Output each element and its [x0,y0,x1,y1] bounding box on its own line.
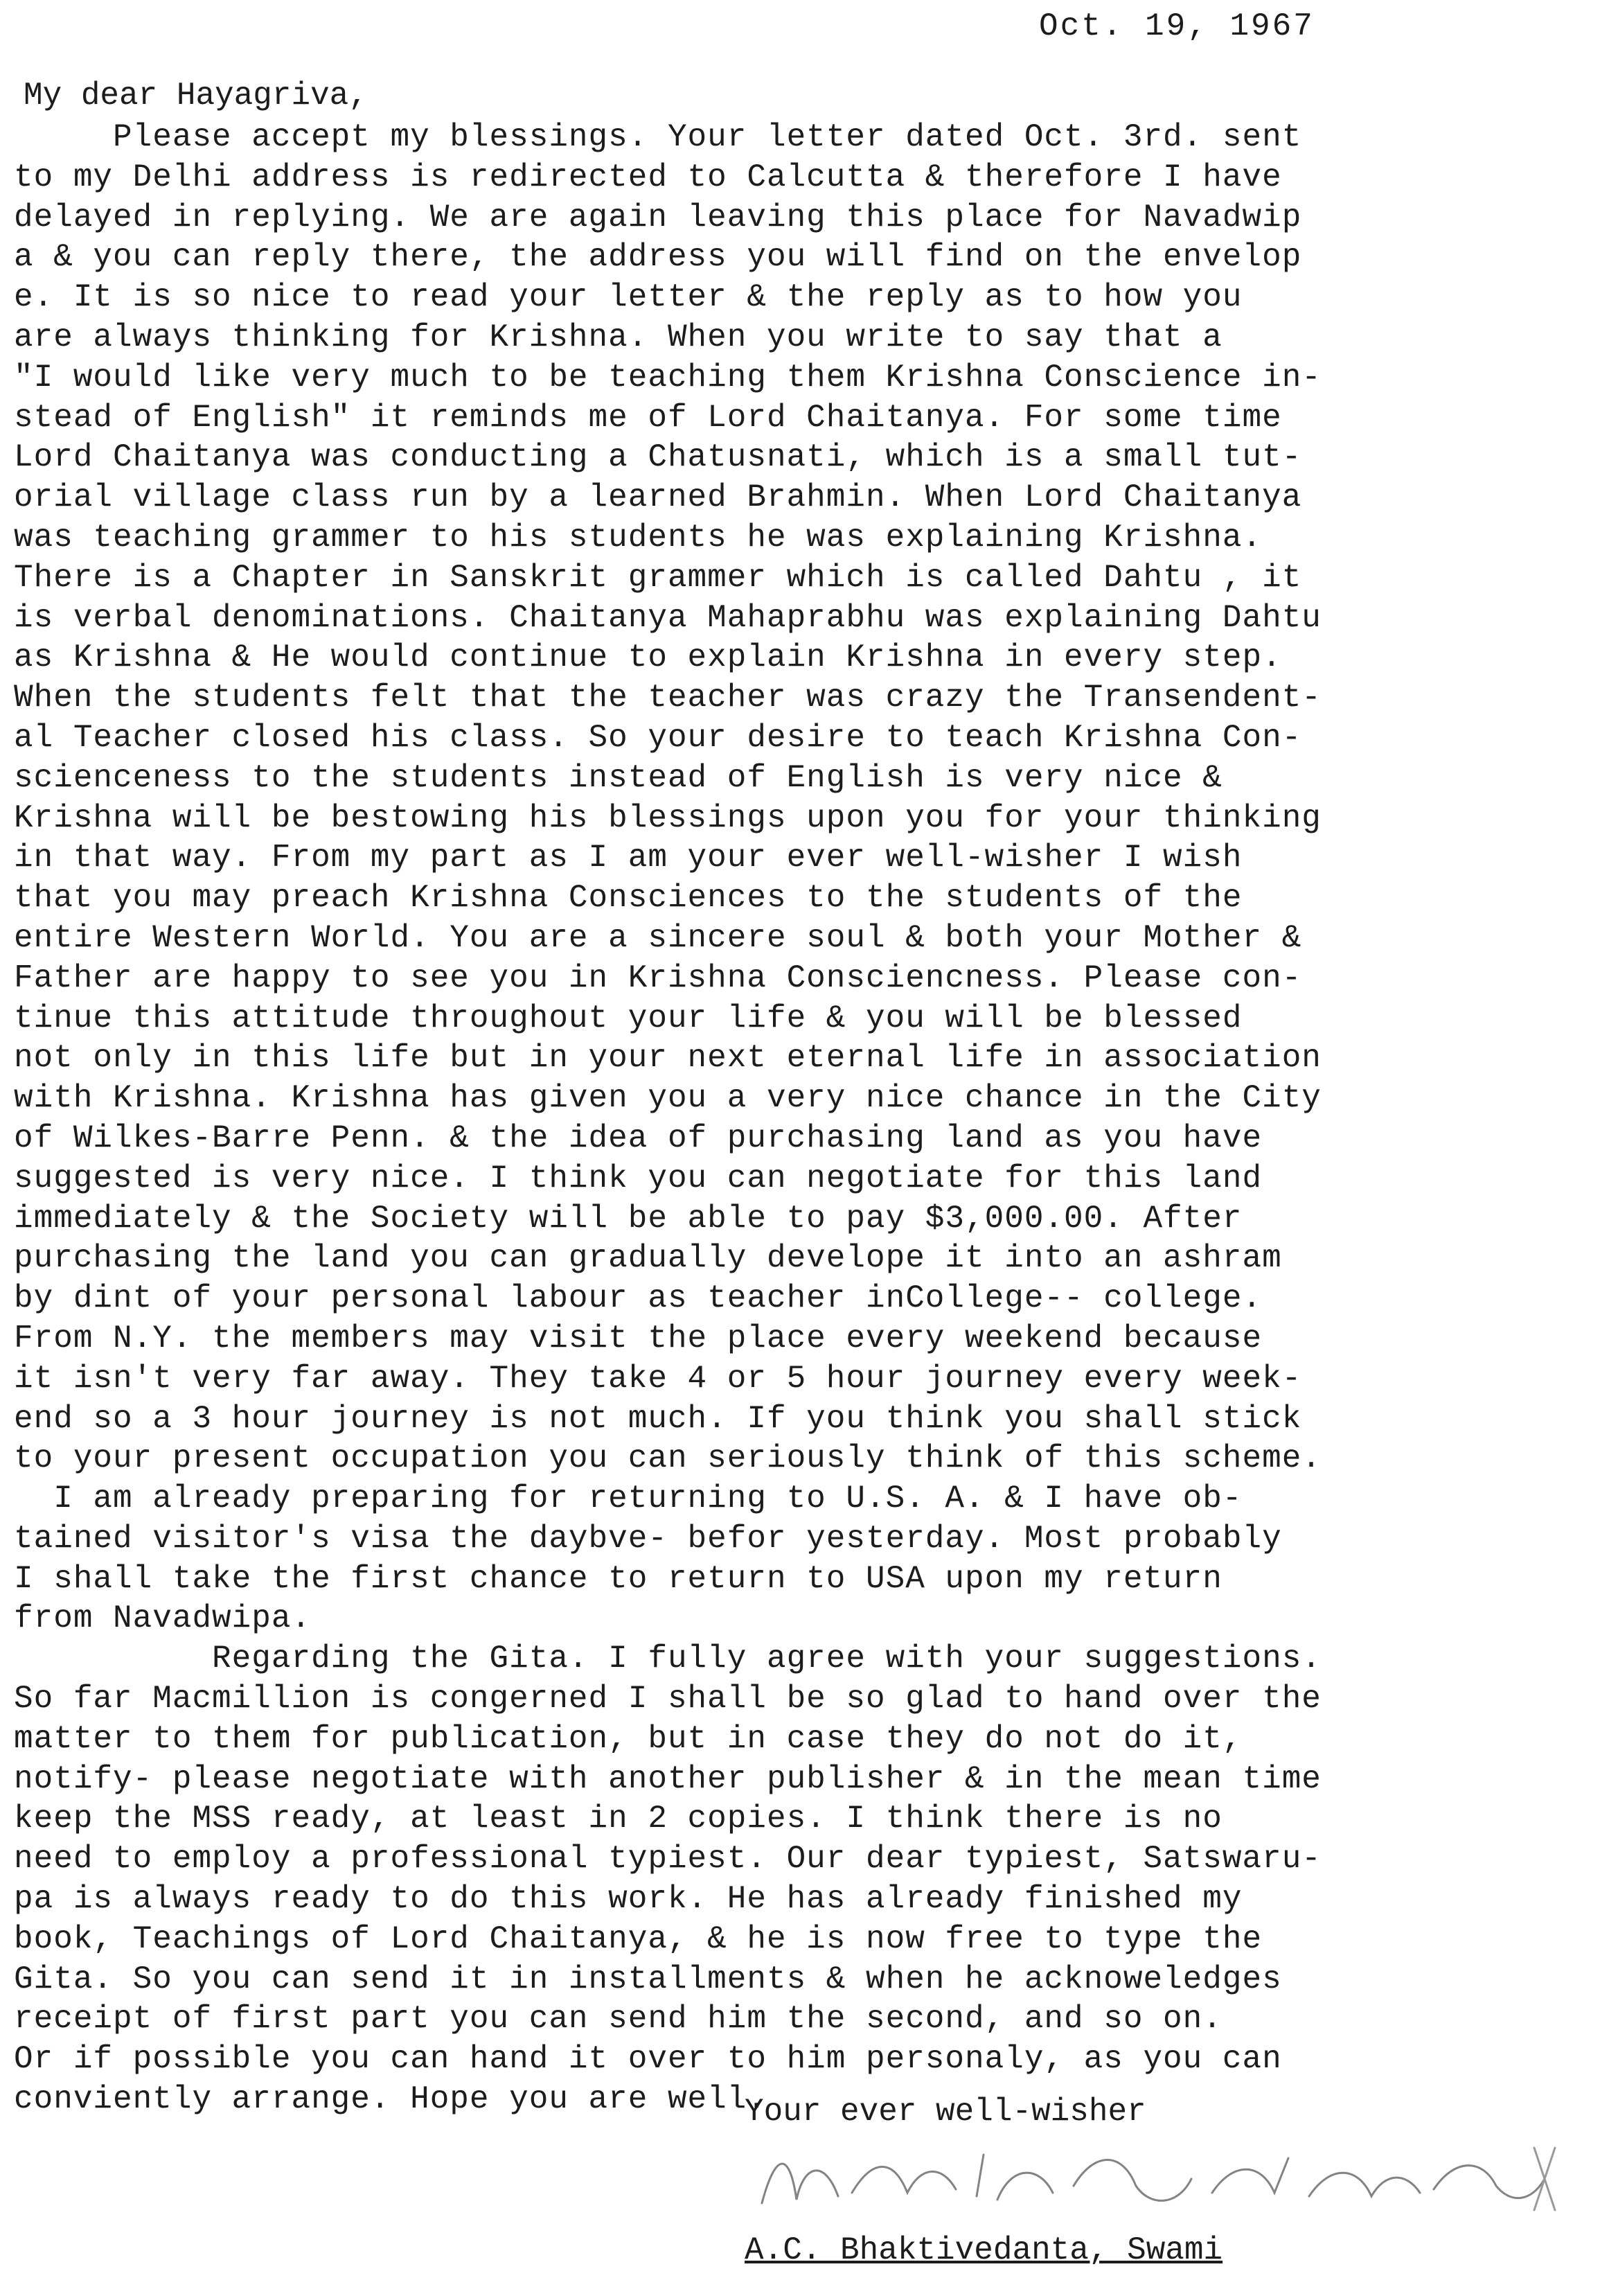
body-line: receipt of first part you can send him the second, and so on. [14,2001,1223,2038]
body-line: purchasing the land you can gradually develope it into an ashram [14,1240,1282,1277]
body-line: it isn't very far away. They take 4 or 5 hour journey every week- [14,1360,1302,1397]
body-line: from Navadwipa. [14,1600,312,1637]
salutation: My dear Hayagriva, [24,78,368,114]
body-line: al Teacher closed his class. So your desire to teach Krishna Con- [14,719,1302,756]
signer-name: A.C. Bhaktivedanta, Swami [745,2232,1223,2268]
body-line: So far Macmillion is congerned I shall be so glad to hand over the [14,1681,1322,1717]
body-line: Krishna will be bestowing his blessings upon you for your thinking [14,800,1322,836]
body-line: book, Teachings of Lord Chaitanya, & he is now free to type the [14,1920,1263,1957]
body-line: Lord Chaitanya was conducting a Chatusnati, which is a small tut- [14,439,1302,476]
body-line: suggested is very nice. I think you can negotiate for this land [14,1160,1263,1196]
body-line: are always thinking for Krishna. When you write to say that a [14,319,1223,355]
body-line: I am already preparing for returning to U.S. A. & I have ob- [14,1481,1243,1517]
body-line: Regarding the Gita. I fully agree with your suggestions. [14,1641,1322,1677]
body-line: is verbal denominations. Chaitanya Mahaprabhu was explaining Dahtu [14,599,1322,636]
body-line: delayed in replying. We are again leaving this place for Navadwip [14,199,1302,236]
body-line: was teaching grammer to his students he was explaining Krishna. [14,519,1263,556]
body-line: need to employ a professional typiest. Our dear typiest, Satswaru- [14,1841,1322,1878]
body-line: I shall take the first chance to return to USA upon my return [14,1560,1223,1597]
body-line: tained visitor's visa the daybve- befor yesterday. Most probably [14,1520,1282,1557]
body-line: notify- please negotiate with another publisher & in the mean time [14,1760,1322,1797]
body-line: that you may preach Krishna Consciences to the students of the [14,880,1243,917]
closing: Your ever well-wisher [745,2094,1146,2130]
letter-date: Oct. 19, 1967 [1039,8,1315,44]
body-line: "I would like very much to be teaching them Krishna Conscience in- [14,359,1322,396]
body-line: immediately & the Society will be able to pay $3,000.00. After [14,1200,1243,1237]
body-line: with Krishna. Krishna has given you a very nice chance in the City [14,1080,1322,1117]
body-line: From N.Y. the members may visit the place every weekend because [14,1320,1263,1357]
body-line: to your present occupation you can seriously think of this scheme. [14,1440,1322,1477]
body-line: entire Western World. You are a sincere soul & both your Mother & [14,919,1302,956]
body-line: to my Delhi address is redirected to Calcutta & therefore I have [14,159,1282,195]
body-line: When the students felt that the teacher was crazy the Transendent- [14,680,1322,716]
body-line: Please accept my blessings. Your letter dated Oct. 3rd. sent [14,119,1302,155]
letter-body [14,118,1593,2120]
body-line: as Krishna & He would continue to explain Krishna in every step. [14,639,1282,676]
body-line: matter to them for publication, but in case they do not do it, [14,1720,1243,1757]
body-line: There is a Chapter in Sanskrit grammer which is called Dahtu , it [14,559,1302,596]
body-line: end so a 3 hour journey is not much. If you think you shall stick [14,1400,1302,1437]
body-line: Gita. So you can send it in installments & when he acknoweledges [14,1961,1282,1997]
body-line: conviently arrange. Hope you are well. [14,2081,767,2118]
body-line: Or if possible you can hand it over to him personaly, as you can [14,2041,1282,2078]
handwritten-signature [748,2137,1558,2220]
body-line: a & you can reply there, the address you will find on the envelop [14,239,1302,276]
margin-mark [1524,2141,1565,2217]
body-line: scienceness to the students instead of English is very nice & [14,759,1223,796]
body-line: e. It is so nice to read your letter & the reply as to how you [14,279,1243,316]
body-line: by dint of your personal labour as teacher inCollege-- college. [14,1280,1263,1317]
body-line: orial village class run by a learned Brahmin. When Lord Chaitanya [14,479,1302,516]
body-line: in that way. From my part as I am your ever well-wisher I wish [14,840,1243,876]
body-line: of Wilkes-Barre Penn. & the idea of purchasing land as you have [14,1120,1263,1156]
body-line: pa is always ready to do this work. He has already finished my [14,1881,1243,1918]
body-line: Father are happy to see you in Krishna Consciencness. Please con- [14,960,1302,996]
body-line: keep the MSS ready, at least in 2 copies. I think there is no [14,1801,1223,1837]
body-line: not only in this life but in your next eternal life in association [14,1040,1322,1077]
body-line: stead of English" it reminds me of Lord Chaitanya. For some time [14,399,1282,436]
body-line: tinue this attitude throughout your life & you will be blessed [14,1000,1243,1036]
